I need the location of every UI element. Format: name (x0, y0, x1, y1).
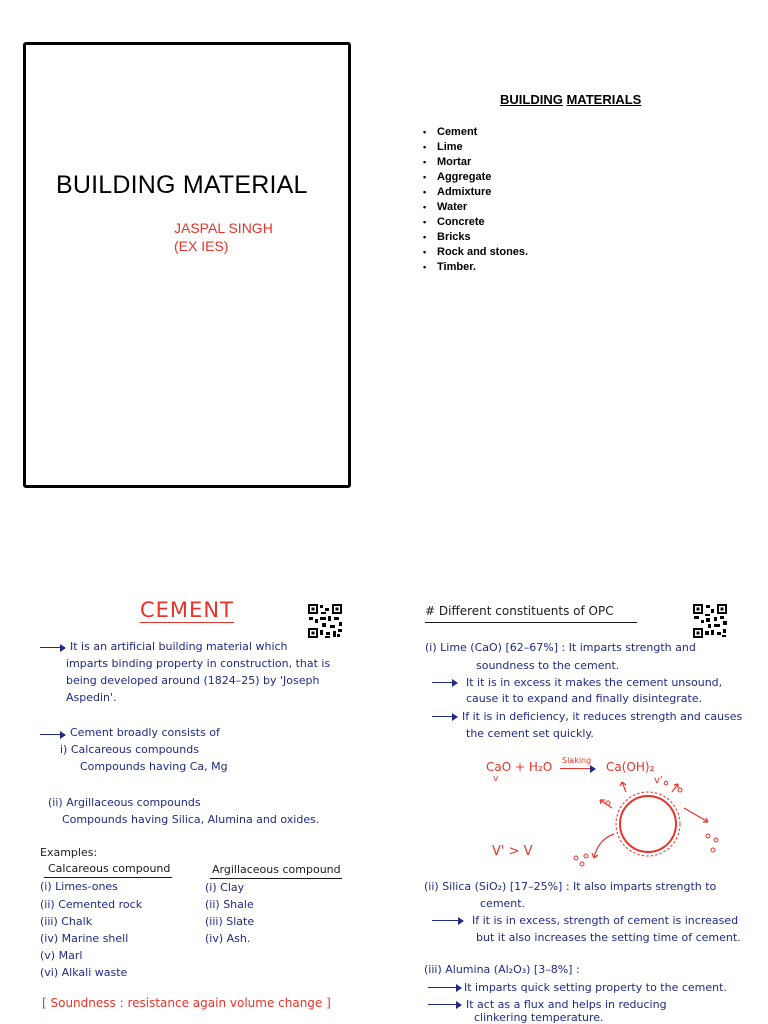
qr-code-icon (307, 603, 343, 639)
lime-point: the cement set quickly. (466, 727, 594, 740)
consists-item: (ii) Argillaceous compounds (48, 796, 201, 809)
list-item: (ii) Shale (205, 898, 254, 911)
arrow-icon (428, 987, 460, 988)
lime-point: cause it to expand and finally disintegrate. (466, 692, 703, 705)
list-item: (ii) Cemented rock (40, 898, 143, 911)
expansion-diagram-icon (568, 778, 728, 868)
silica-point: but it also increases the setting time of cement. (476, 931, 741, 944)
consists-intro: Cement broadly consists of (70, 726, 220, 739)
list-item: • Concrete (423, 215, 528, 230)
arrow-icon (428, 1004, 460, 1005)
calcareous-heading: Calcareous compound (48, 862, 171, 875)
list-item: • Bricks (423, 230, 528, 245)
consists-item: i) Calcareous compounds (60, 743, 199, 756)
list-item: • Aggregate (423, 170, 528, 185)
underline (425, 622, 637, 623)
cover-slide (23, 42, 351, 488)
list-item: (iii) Slate (205, 915, 255, 928)
reaction-arrow-label: Slaking (562, 756, 592, 765)
reaction-rhs: Ca(OH)₂ (606, 760, 655, 774)
list-item: • Timber. (423, 260, 528, 275)
contents-title-part1: BUILDING (500, 92, 563, 107)
list-item: (iv) Marine shell (40, 932, 129, 945)
alumina-label: (iii) Alumina (Al₂O₃) [3–8%] : (424, 963, 580, 976)
silica-point: If it is in excess, strength of cement is increased (472, 914, 739, 927)
contents-title-part2: MATERIALS (566, 92, 642, 107)
soundness-note: [ Soundness : resistance again volume change ] (42, 996, 331, 1010)
silica-label: (ii) Silica (SiO₂) [17–25%] : It also imparts strength to (424, 880, 717, 893)
alumina-point: It act as a flux and helps in reducing (466, 998, 667, 1011)
cover-author (174, 219, 273, 255)
definition-line: imparts binding property in construction, that is (66, 657, 331, 670)
list-item: • Cement (423, 125, 528, 140)
list-item: (vi) Alkali waste (40, 966, 128, 979)
arrow-icon (40, 734, 64, 735)
list-item: (i) Clay (205, 881, 245, 894)
alumina-point: It imparts quick setting property to the cement. (464, 981, 727, 994)
list-item: (iii) Chalk (40, 915, 93, 928)
definition-line: being developed around (1824–25) by 'Joseph (66, 674, 320, 687)
list-item: (iv) Ash. (205, 932, 251, 945)
list-item: (v) Marl (40, 949, 83, 962)
arrow-icon (40, 647, 64, 648)
arrow-icon (432, 682, 456, 683)
lime-label-cont: soundness to the cement. (476, 659, 620, 672)
lime-label: (i) Lime (CaO) [62–67%] : It imparts strength and (425, 641, 696, 654)
consists-subitem: Compounds having Silica, Alumina and oxides. (62, 813, 320, 826)
opc-heading: # Different constituents of OPC (425, 604, 614, 618)
underline (44, 877, 172, 878)
definition-line: It is an artificial building material which (70, 640, 288, 653)
list-item: • Lime (423, 140, 528, 155)
list-item: • Rock and stones. (423, 245, 528, 260)
cement-title: CEMENT (140, 598, 234, 622)
argillaceous-heading: Argillaceous compound (212, 863, 341, 876)
list-item: (i) Limes-ones (40, 880, 118, 893)
contents-title (500, 92, 641, 107)
contents-list (423, 125, 528, 275)
lime-point: If it is in deficiency, it reduces strength and causes (462, 710, 743, 723)
list-item: • Admixture (423, 185, 528, 200)
underline (210, 878, 342, 879)
author-name: JASPAL SINGH (174, 220, 273, 236)
silica-label-cont: cement. (480, 897, 526, 910)
reaction-arrow-icon (560, 768, 594, 769)
examples-heading: Examples: (40, 846, 98, 859)
definition-line: Aspedin'. (66, 691, 117, 704)
arrow-icon (432, 920, 462, 921)
cover-title: BUILDING MATERIAL (56, 171, 308, 199)
alumina-point: clinkering temperature. (474, 1011, 604, 1024)
arrow-icon (432, 716, 456, 717)
volume-label: v (493, 774, 499, 784)
qr-code-icon (692, 603, 728, 639)
volume-label: v' (654, 775, 663, 786)
consists-subitem: Compounds having Ca, Mg (80, 760, 228, 773)
lime-point: It it is in excess it makes the cement unsound, (466, 676, 723, 689)
reaction-lhs: CaO + H₂O (486, 760, 553, 774)
volume-relation: V' > V (492, 844, 533, 859)
list-item: • Mortar (423, 155, 528, 170)
author-credential: (EX IES) (174, 238, 229, 254)
list-item: • Water (423, 200, 528, 215)
